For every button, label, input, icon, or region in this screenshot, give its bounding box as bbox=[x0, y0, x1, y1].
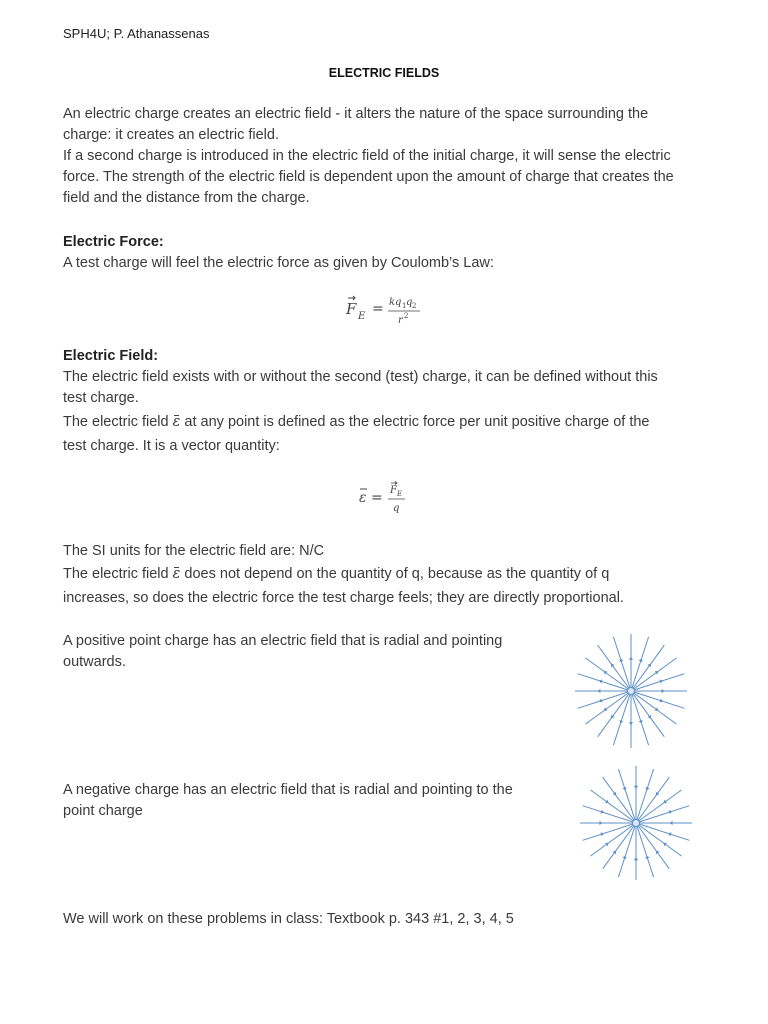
intro-paragraph bbox=[63, 104, 713, 209]
intro-line: field and the distance from the charge. bbox=[63, 190, 310, 206]
units-section bbox=[63, 541, 713, 609]
field-line bbox=[636, 769, 654, 823]
electric-force-heading: Electric Force: bbox=[63, 234, 164, 250]
intro-line: force. The strength of the electric field is dependent upon the amount of charge that creates the bbox=[63, 169, 674, 185]
electric-force-text: A test charge will feel the electric force as given by Coulomb’s Law: bbox=[63, 255, 494, 271]
inward-arrow-icon bbox=[634, 857, 638, 860]
field-line bbox=[631, 691, 677, 724]
coulomb-formula bbox=[340, 290, 430, 330]
field-formula bbox=[355, 478, 415, 518]
field-line bbox=[603, 823, 636, 869]
units-line: The SI units for the electric field are: N/C bbox=[63, 543, 325, 559]
field-line bbox=[631, 674, 684, 691]
field-line bbox=[585, 691, 631, 724]
field-line bbox=[598, 645, 631, 691]
units-line: The electric field ε does not depend on the quantity of q, because as the quantity of q bbox=[63, 566, 610, 582]
field-line bbox=[613, 637, 631, 691]
intro-line: An electric charge creates an electric field - it alters the nature of the space surrounding the bbox=[63, 106, 649, 122]
field-line bbox=[578, 691, 631, 708]
footer-note: We will work on these problems in class: Textbook p. 343 #1, 2, 3, 4, 5 bbox=[63, 911, 514, 927]
field-line: The electric field ε at any point is defined as the electric force per unit positive charge of the bbox=[63, 414, 650, 430]
field-line bbox=[636, 823, 689, 840]
field-line bbox=[631, 637, 649, 691]
field-line bbox=[590, 790, 636, 823]
field-line bbox=[583, 823, 636, 840]
denominator-q: q bbox=[393, 503, 400, 514]
numerator-f: F bbox=[390, 485, 397, 496]
point-charge bbox=[628, 688, 635, 695]
numerator-sub1: 1 bbox=[402, 302, 407, 310]
field-line bbox=[631, 691, 649, 745]
field-line bbox=[636, 806, 689, 823]
field-line bbox=[636, 790, 682, 823]
numerator-sub: E bbox=[397, 490, 403, 498]
field-line bbox=[631, 691, 684, 708]
intro-line: charge: it creates an electric field. bbox=[63, 127, 279, 143]
field-line bbox=[636, 823, 654, 877]
outward-arrow-icon bbox=[629, 722, 633, 725]
field-line bbox=[578, 674, 631, 691]
units-line: increases, so does the electric force the test charge feels; they are directly proportional. bbox=[63, 590, 624, 606]
positive-charge-text: A positive point charge has an electric field that is radial and pointing outwards. bbox=[63, 633, 503, 670]
field-line bbox=[636, 823, 682, 856]
field-line bbox=[598, 691, 631, 737]
field-line bbox=[636, 777, 669, 823]
inward-arrow-icon bbox=[670, 821, 673, 825]
epsilon-lhs: ε bbox=[359, 490, 367, 506]
outward-arrow-icon bbox=[597, 689, 600, 693]
negative-field-diagram bbox=[578, 764, 694, 882]
field-line bbox=[618, 823, 636, 877]
point-charge bbox=[633, 820, 640, 827]
page-header: SPH4U; P. Athanassenas bbox=[63, 26, 210, 41]
field-line bbox=[631, 691, 664, 737]
epsilon-symbol: ε bbox=[172, 414, 181, 430]
numerator-q2: q bbox=[406, 297, 413, 308]
field-line bbox=[603, 777, 636, 823]
inward-arrow-icon bbox=[634, 786, 638, 789]
field-line bbox=[631, 645, 664, 691]
outward-arrow-icon bbox=[662, 689, 665, 693]
field-line: test charge. bbox=[63, 390, 139, 406]
equals-sign: = bbox=[372, 301, 384, 317]
electric-field-heading: Electric Field: bbox=[63, 348, 159, 364]
force-symbol: F bbox=[346, 300, 357, 318]
field-line bbox=[618, 769, 636, 823]
electric-field-section bbox=[63, 346, 713, 457]
negative-charge-text: A negative charge has an electric field that is radial and pointing to the point charge bbox=[63, 782, 513, 819]
field-line bbox=[636, 823, 669, 869]
field-line bbox=[631, 658, 677, 691]
denominator-exp: 2 bbox=[404, 312, 409, 320]
field-line bbox=[613, 691, 631, 745]
page-title: ELECTRIC FIELDS bbox=[328, 66, 440, 80]
field-line: The electric field exists with or without the second (test) charge, it can be defined without this bbox=[63, 369, 658, 385]
denominator-r: r bbox=[398, 315, 403, 326]
positive-field-diagram bbox=[572, 632, 690, 750]
numerator-kq: kq bbox=[389, 297, 402, 308]
outward-arrow-icon bbox=[629, 657, 633, 660]
field-line bbox=[585, 658, 631, 691]
numerator-sub2: 2 bbox=[412, 302, 417, 310]
intro-line: If a second charge is introduced in the electric field of the initial charge, it will sense the electric bbox=[63, 148, 671, 164]
epsilon-symbol: ε bbox=[172, 566, 181, 582]
field-line: test charge. It is a vector quantity: bbox=[63, 438, 280, 454]
electric-force-section bbox=[63, 232, 713, 274]
field-line bbox=[583, 806, 636, 823]
inward-arrow-icon bbox=[599, 821, 602, 825]
force-subscript: E bbox=[358, 311, 366, 322]
equals-sign: = bbox=[371, 490, 383, 506]
field-line bbox=[590, 823, 636, 856]
